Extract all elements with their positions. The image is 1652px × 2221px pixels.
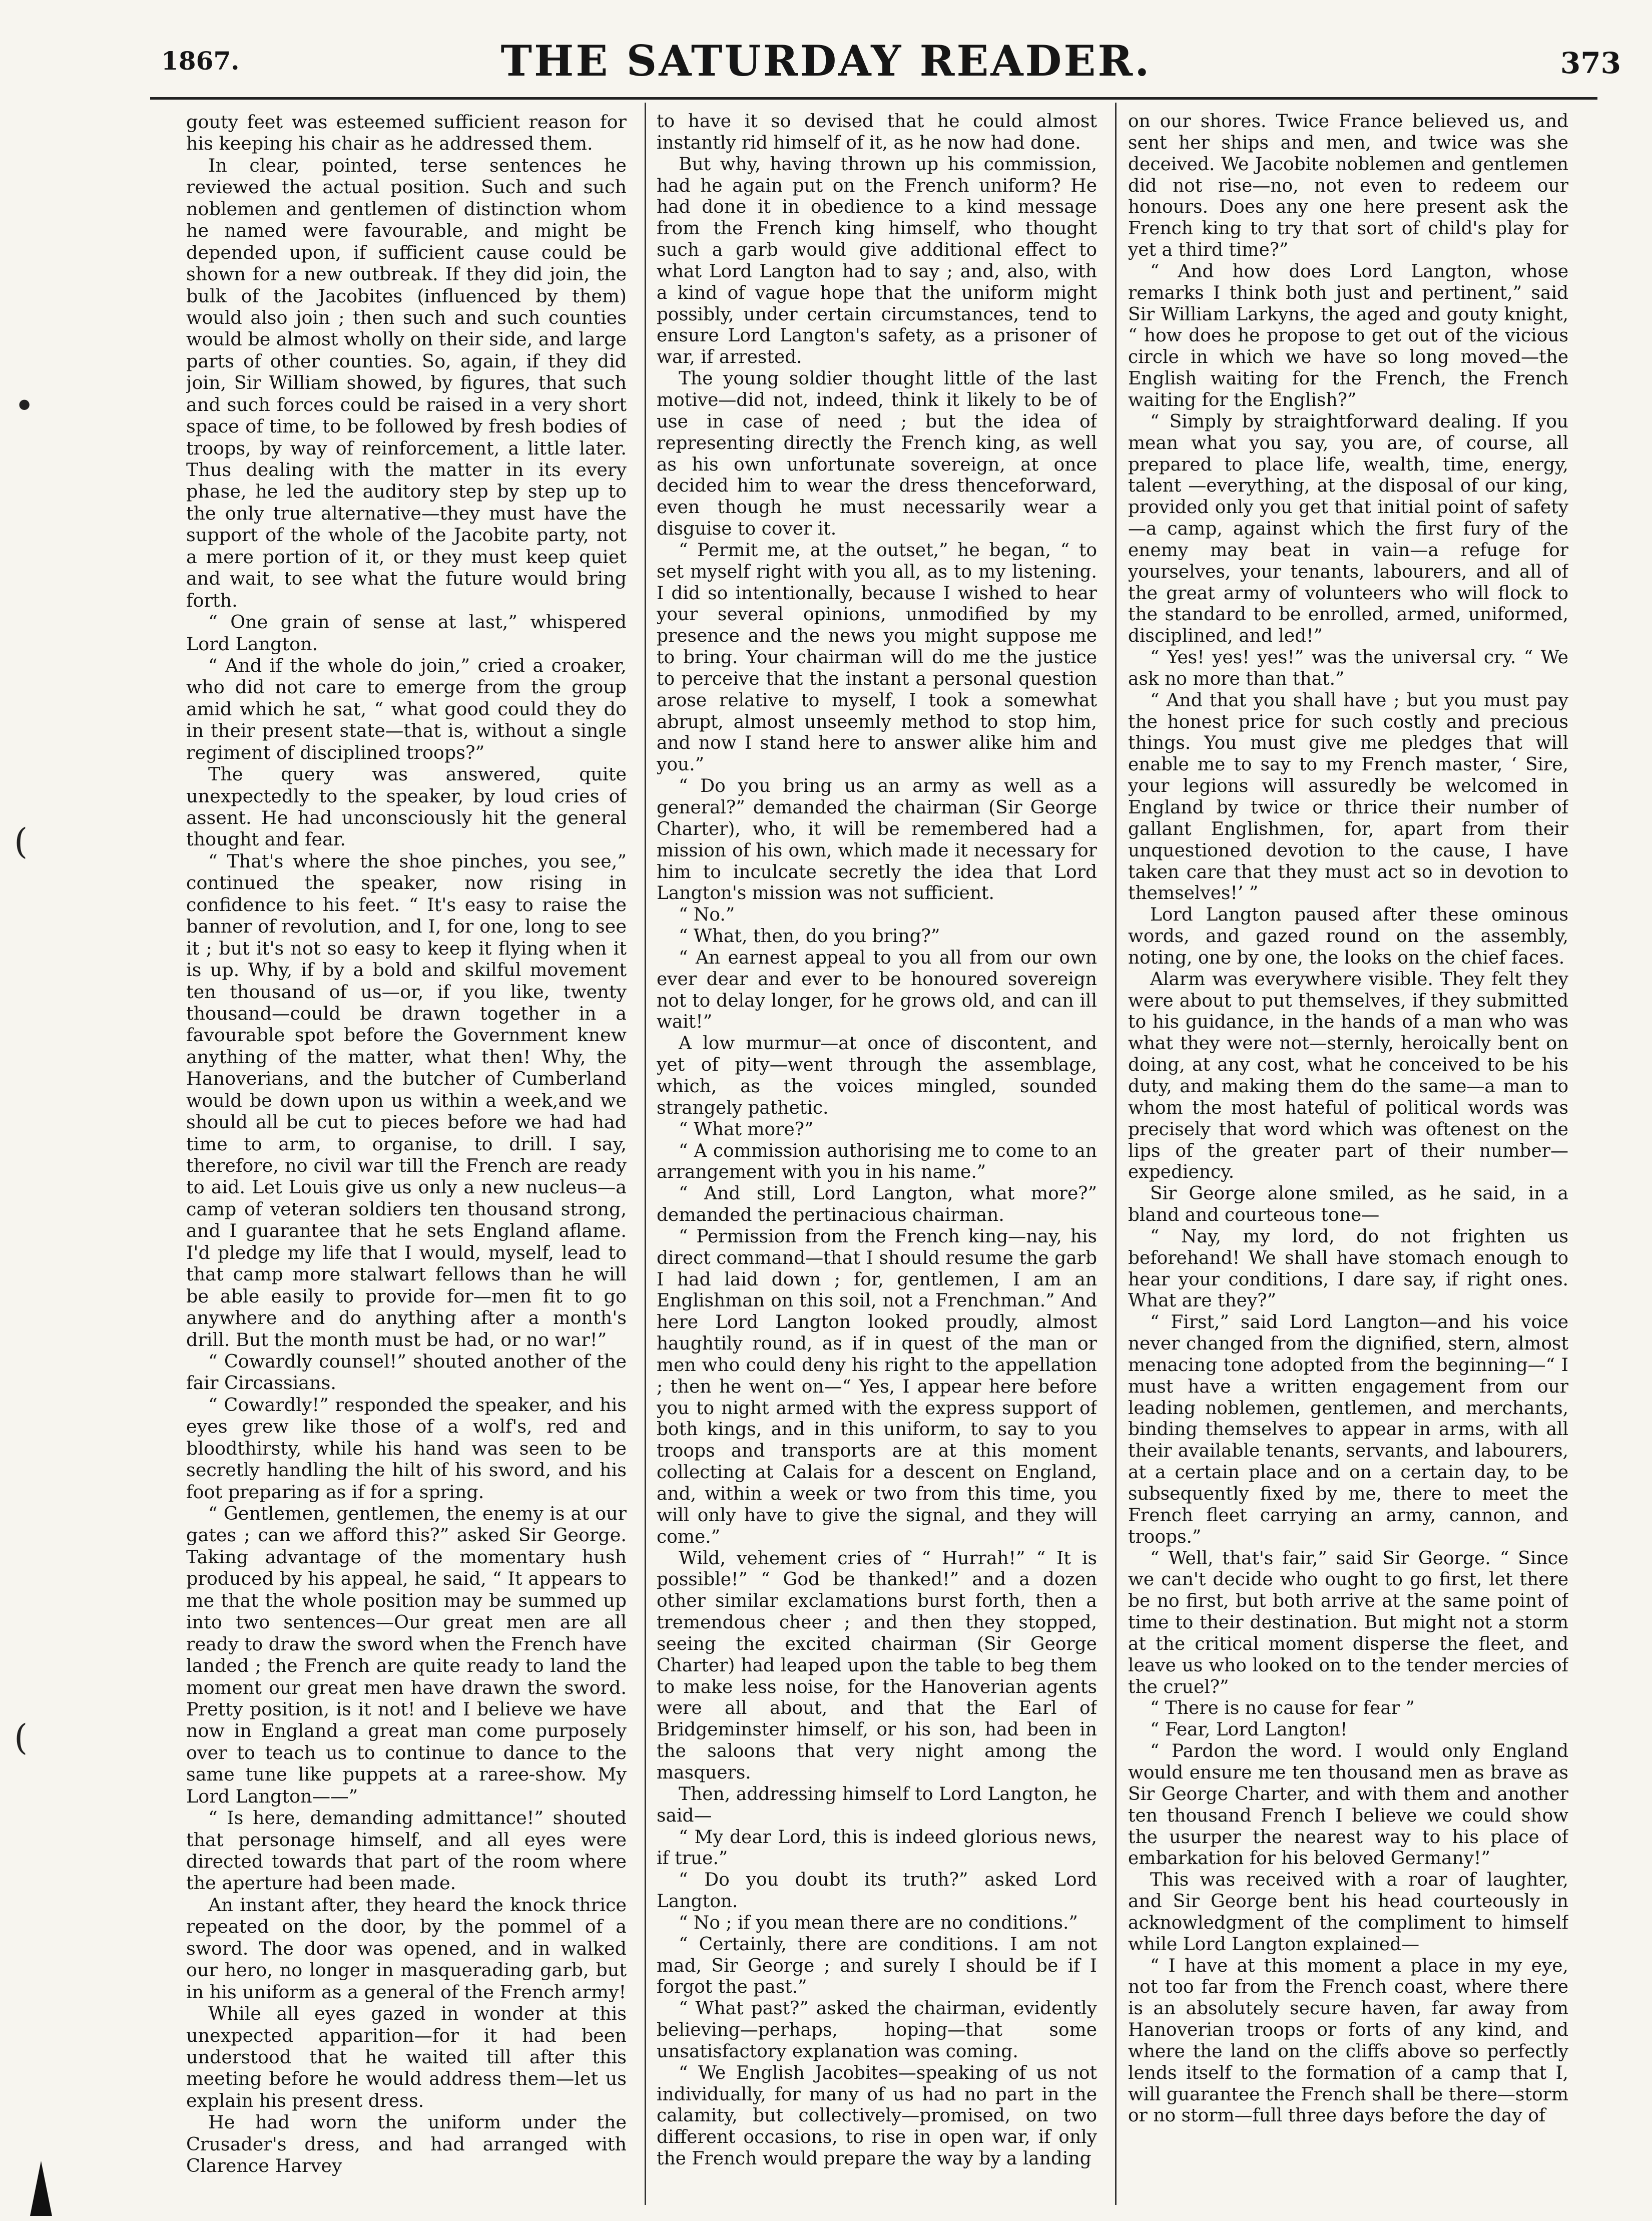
paragraph: “ Gentlemen, gentlemen, the enemy is at our gates ; can we afford this?” asked Sir George. Taking advantage of the momentary hush produced by his appeal, he said, “ It appears to me that the whole position may be summed up into two sentences—Our great men are all ready to draw the sword when the French have landed ; the French are quite ready to land the moment our great men have drawn the sword. Pretty position, is it not! and I believe we have now in England a great man come purposely over to teach us to continue to dance to the same tune like puppets at a raree-show. My Lord Langton——” (186, 1503, 627, 1807)
issue-year: 1867. (161, 46, 240, 76)
paragraph: “ Is here, demanding admittance!” shouted that personage himself, and all eyes were directed towards that part of the room where the aperture had been made. (186, 1807, 627, 1894)
paragraph: gouty feet was esteemed sufficient reason for his keeping his chair as he addressed them. (186, 111, 627, 155)
paragraph: Wild, vehement cries of “ Hurrah!” “ It is possible!” “ God be thanked!” and a dozen other similar exclamations burst forth, then a tremendous cheer ; and then they stopped, seeing the excited chairman (Sir George Charter) had leaped upon the table to beg them to make less noise, for the Hanoverian agents were all about, and that the Earl of Bridgeminster himself, or his son, had been in the saloons that very night among the masquers. (657, 1548, 1097, 1783)
paragraph: on our shores. Twice France believed us, and sent her ships and men, and twice was she deceived. We Jacobite noblemen and gentlemen did not rise—no, not even to redeem our honours. Does any one here present ask the French king to try that sort of child's play for yet a third time?” (1128, 111, 1568, 261)
paragraph: “ And how does Lord Langton, whose remarks I think both just and pertinent,” said Sir William Larkyns, the aged and gouty knight, “ how does he propose to get out of the vicious circle in which we have so long moved—the English waiting for the French, the French waiting for the English?” (1128, 261, 1568, 410)
column-divider (645, 103, 646, 2205)
paragraph: “ Pardon the word. I would only England would ensure me ten thousand men as brave as Sir George Charter, and with them and another ten thousand French I believe we could show the usurper the nearest way to his place of embarkation for his beloved Germany!” (1128, 1741, 1568, 1869)
paragraph: “ Do you doubt its truth?” asked Lord Langton. (657, 1870, 1097, 1912)
paragraph: In clear, pointed, terse sentences he reviewed the actual position. Such and such noblemen and gentlemen of distinction whom he named were favourable, and might be depended upon, if sufficient cause could be shown for a new outbreak. If they did join, the bulk of the Jacobites (influenced by them) would also join ; then such and such counties would be almost wholly on their side, and large parts of other counties. So, again, if they did join, Sir William showed, by figures, that such and such forces could be raised in a very short space of time, to be followed by fresh bodies of troops, by way of reinforcement, a little later. Thus dealing with the matter in its every phase, he led the auditory step by step up to the only true alternative—they must have the support of the whole of the Jacobite party, not a mere portion of it, or they must keep quiet and wait, to see what the future would bring forth. (186, 154, 627, 611)
paragraph: “ That's where the shoe pinches, you see,” continued the speaker, now rising in confidence to his feet. “ It's easy to raise the banner of revolution, and I, for one, long to see it ; but it's not so easy to keep it flying when it is up. Why, if by a bold and skilful movement ten thousand of us—or, if you like, twenty thousand—could be drawn together in a favourable spot before the Government knew anything of the matter, what then! Why, the Hanoverians, and the butcher of Cumberland would be down upon us within a week,and we should all be cut to pieces before we had had time to arm, to organise, to drill. I say, therefore, no civil war till the French are ready to aid. Let Louis give us only a new nucleus—a camp of veteran soldiers ten thousand strong, and I guarantee that he sets England aflame. I'd pledge my life that I would, myself, lead to that camp more stalwart fellows than he will be able easily to provide for—men fit to go anywhere and do anything after a month's drill. But the month must be had, or no war!” (186, 850, 627, 1351)
paragraph: But why, having thrown up his commission, had he again put on the French uniform? He had done it in obedience to a kind message from the French king himself, who thought such a garb would give additional effect to what Lord Langton had to say ; and, also, with a kind of vague hope that the uniform might possibly, under certain circumstances, tend to ensure Lord Langton's safety, as a prisoner of war, if arrested. (657, 154, 1097, 368)
paragraph: “ There is no cause for fear ” (1150, 1698, 1415, 1719)
paragraph: “ Yes! yes! yes!” was the universal cry. “ We ask no more than that.” (1128, 647, 1568, 689)
paragraph: “ Certainly, there are conditions. I am not mad, Sir George ; and surely I should be if I forgot the past.” (657, 1934, 1097, 1998)
corner-ink-mark (30, 2161, 52, 2216)
paragraph: “ Do you bring us an army as well as a general?” demanded the chairman (Sir George Charter), who, it will be remembered had a mission of his own, which made it necessary for him to inculcate secretly the idea that Lord Langton's mission was not sufficient. (657, 776, 1097, 904)
paragraph: “ And that you shall have ; but you must pay the honest price for such costly and precious things. You must give me pledges that will enable me to say to my French master, ‘ Sire, your legions will assuredly be welcomed in England by twice or thrice their number of gallant Englishmen, for, apart from their unquestioned devotion to the cause, I have taken care that they must act so in devotion to themselves!’ ” (1128, 690, 1568, 904)
paragraph: “ We English Jacobites—speaking of us not individually, for many of us had no part in the calamity, but collectively—promised, on two different occasions, to rise in open war, if only the French would prepare the way by a landing (657, 2062, 1097, 2169)
paragraph: This was received with a roar of laughter, and Sir George bent his head courteously in acknowledgment of the compliment to himself while Lord Langton explained— (1128, 1870, 1568, 1955)
paragraph: “ No.” (679, 905, 735, 926)
paragraph: “ Permission from the French king—nay, his direct command—that I should resume the garb I had laid down ; for, gentlemen, I am an Englishman on this soil, not a Frenchman.” And here Lord Langton looked proudly, almost haughtily round, as if in quest of the man or men who could deny his right to the appellation ; then he went on—“ Yes, I appear here before you to night armed with the express support of both kings, and in this uniform, to say to you troops and transports are at this moment collecting at Calais for a descent on England, and, within a week or two from this time, you will only have to give the signal, and they will come.” (657, 1226, 1097, 1547)
paragraph: “ Simply by straightforward dealing. If you mean what you say, you are, of course, all prepared to place life, wealth, time, energy, talent —everything, at the disposal of our king, provided only you get that initial point of safety—a camp, against which the first fury of the enemy may beat in vain—a refuge for yourselves, your tenants, labourers, and all of the great army of volunteers who will flock to the standard to be enrolled, armed, uniformed, disciplined, and led!” (1128, 411, 1568, 647)
paragraph: “ And still, Lord Langton, what more?” demanded the pertinacious chairman. (657, 1183, 1097, 1226)
paragraph: “ And if the whole do join,” cried a croaker, who did not care to emerge from the group amid which he sat, “ what good could they do in their present state—that is, without a single regiment of disciplined troops?” (186, 654, 627, 763)
paragraph: “ Permit me, at the outset,” he began, “ to set myself right with you all, as to my listening. I did so intentionally, because I wished to hear your several opinions, unmodified by my presence and the news you might suppose me to bring. Your chairman will do me the justice to perceive that the instant a personal question arose relative to myself, I took a somewhat abrupt, almost unseemly method to stop him, and now I stand here to answer alike him and you.” (657, 540, 1097, 775)
paragraph: “ My dear Lord, this is indeed glorious news, if true.” (657, 1827, 1097, 1869)
paragraph: Sir George alone smiled, as he said, in a bland and courteous tone— (1128, 1183, 1568, 1226)
page-header (0, 0, 1652, 120)
paragraph: “ Cowardly!” responded the speaker, and his eyes grew like those of a wolf's, red and bloodthirsty, while his hand was seen to be secretly handling the hilt of his sword, and his foot preparing as if for a spring. (186, 1394, 627, 1503)
paragraph: He had worn the uniform under the Crusader's dress, and had arranged with Clarence Harvey (186, 2111, 627, 2177)
paragraph: “ Fear, Lord Langton! (1150, 1719, 1348, 1740)
paragraph: The young soldier thought little of the last motive—did not, indeed, think it likely to be of use in case of need ; but the idea of representing directly the French king, as well as his own unfortunate sovereign, at once decided him to wear the dress thenceforward, even though he must necessarily wear a disguise to cover it. (657, 368, 1097, 540)
header-rule (150, 97, 1597, 100)
publication-title: THE SATURDAY READER. (500, 36, 1152, 86)
text-column-2 (657, 111, 1097, 2206)
text-column-3 (1128, 111, 1568, 2206)
margin-bracket-mark: ( (14, 1717, 28, 1758)
paragraph: “ First,” said Lord Langton—and his voice never changed from the dignified, stern, almost menacing tone adopted from the beginning—“ I must have a written engagement from our leading noblemen, gentlemen, and merchants, binding themselves to appear in arms, with all their available tenants, servants, and labourers, at a certain place and on a certain day, to be subsequently fixed by me, there to meet the French fleet carrying an army, cannon, and troops.” (1128, 1312, 1568, 1547)
paragraph: While all eyes gazed in wonder at this unexpected apparition—for it had been understood that he waited till after this meeting before he would address them—let us explain his present dress. (186, 2003, 627, 2111)
paragraph: A low murmur—at once of discontent, and yet of pity—went through the assemblage, which, as the voices mingled, sounded strangely pathetic. (657, 1033, 1097, 1118)
paragraph: “ A commission authorising me to come to an arrangement with you in his name.” (657, 1140, 1097, 1183)
paragraph: “ Well, that's fair,” said Sir George. “ Since we can't decide who ought to go first, let there be no first, but both arrive at the same point of time to their destination. But might not a storm at the critical moment disperse the fleet, and leave us who looked on to the tender mercies of the cruel?” (1128, 1548, 1568, 1697)
paragraph: to have it so devised that he could almost instantly rid himself of it, as he now had done. (657, 111, 1097, 153)
column-divider (1115, 103, 1117, 2205)
paragraph: “ No ; if you mean there are no conditions.” (679, 1912, 1078, 1933)
margin-bracket-mark: ( (14, 821, 28, 862)
margin-bullet-mark: • (14, 385, 35, 426)
text-column-1 (186, 111, 627, 2206)
paragraph: “ What more?” (679, 1119, 814, 1140)
paragraph: “ One grain of sense at last,” whispered Lord Langton. (186, 611, 627, 655)
paragraph: Lord Langton paused after these ominous words, and gazed round on the assembly, noting, one by one, the looks on the chief faces. (1128, 905, 1568, 968)
paragraph: “ What, then, do you bring?” (679, 926, 940, 947)
paragraph: “ Nay, my lord, do not frighten us beforehand! We shall have stomach enough to hear your conditions, I dare say, if right ones. What are they?” (1128, 1226, 1568, 1311)
paragraph: “ I have at this moment a place in my eye, not too far from the French coast, where there is an absolutely secure haven, far away from Hanoverian troops or forts of any kind, and where the land on the cliffs above so perfectly lends itself to the formation of a camp that I, will guarantee the French shall be there—storm or no storm—full three days before the day of (1128, 1955, 1568, 2126)
paragraph: Then, addressing himself to Lord Langton, he said— (657, 1784, 1097, 1826)
paragraph: Alarm was everywhere visible. They felt they were about to put themselves, if they submitted to his guidance, in the hands of a man who was what they were not—sternly, heroically bent on doing, at any cost, what he conceived to be his duty, and making them do the same—a man to whom the most hateful of political words was precisely that word which was oftenest on the lips of the greater part of their number—expediency. (1128, 969, 1568, 1183)
page-number: 373 (1560, 46, 1621, 80)
paragraph: “ What past?” asked the chairman, evidently believing—perhaps, hoping—that some unsatisfactory explanation was coming. (657, 1998, 1097, 2062)
paragraph: An instant after, they heard the knock thrice repeated on the door, by the pommel of a sword. The door was opened, and in walked our hero, no longer in masquerading garb, but in his uniform as a general of the French army! (186, 1894, 627, 2003)
paragraph: “ Cowardly counsel!” shouted another of the fair Circassians. (186, 1350, 627, 1394)
paragraph: “ An earnest appeal to you all from our own ever dear and ever to be honoured sovereign not to delay longer, for he grows old, and can ill wait!” (657, 947, 1097, 1033)
paragraph: The query was answered, quite unexpectedly to the speaker, by loud cries of assent. He had unconsciously hit the general thought and fear. (186, 763, 627, 850)
